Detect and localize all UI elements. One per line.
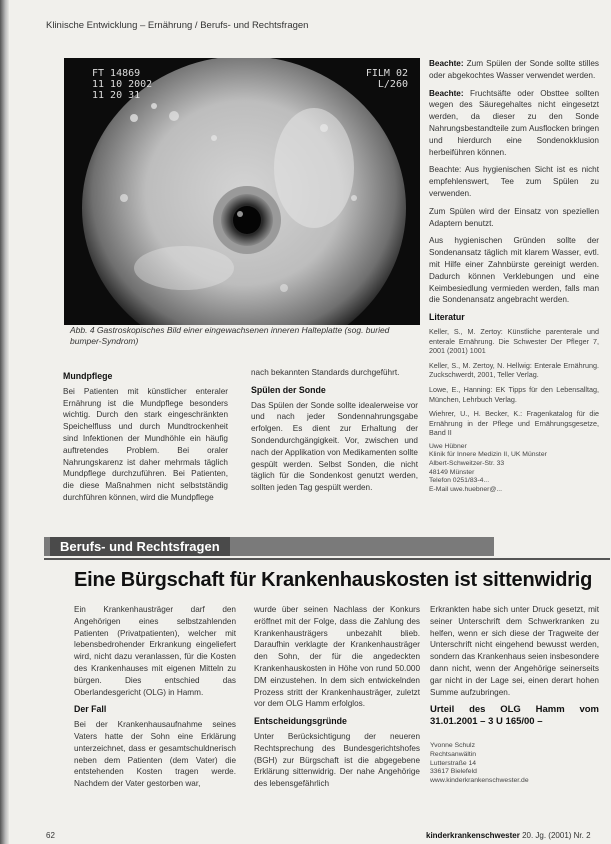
literature-list <box>429 327 599 438</box>
author-line: Yvonne Schulz <box>430 742 475 750</box>
reasons-text: Unter Berücksichtigung der neueren Rechtsprechung des Bundesgerichtshofes (BGH) zur Bürgschaft ist die abgegebene Erklärung sittenwidrig. Der nahe Angehörige des lebensgefährlich <box>254 731 420 789</box>
book-spine-shadow <box>0 0 9 844</box>
note-3: Beachte: Aus hygienischen Sicht ist es nicht empfehlenswert, Tee zum Spülen zu verwenden. <box>429 165 599 198</box>
author-line: Rechtsanwältin <box>430 750 477 758</box>
reasons-continued: Erkrankten habe sich unter Druck gesetzt, mit seiner Unterschrift dem Schwerkranken zu helfen, wenn er sich diese der Tragweite der Unterschrift nicht eingehend bewusst werden, sondern das Krankenhaus seien insbesondere dann nicht, wenn der Angehörige seinerseits gar nicht in der Lage sei, einen derart hohen Summe aufzubringen. <box>430 605 599 697</box>
note-2 <box>429 88 599 159</box>
gastroscopy-image <box>64 58 420 325</box>
author-line: www.kinderkrankenschwester.de <box>430 776 529 784</box>
literature-item: Lowe, E., Hanning: EK Tipps für den Lebensalltag, München, Lehrbuch Verlag. <box>429 384 599 404</box>
author-line: Lutterstraße 14 <box>430 759 477 767</box>
section-rule <box>44 558 610 560</box>
mouth-care-text: Bei Patienten mit künstlicher enteraler Ernährung ist die Mundpflege besonders wichtig. Durch den stark eingeschränkten Speichelfluss und durch Mundtrockenheit sind Infektionen der Mundhöhle ein häufig auftretendes Problem. Bei oraler Nahrungskarenz ist daher mehrmals täglich Mundpflege durchzuführen. Bei Patienten, die diese Maßnahmen nicht selbstständig durchführen können, wird die Mundpflege <box>63 386 228 502</box>
overlay-level: L/260 <box>377 79 408 90</box>
running-header: Klinische Entwicklung – Ernährung / Berufs- und Rechtsfragen <box>46 20 309 31</box>
journal-name: kinderkrankenschwester <box>426 831 520 840</box>
journal-footer <box>426 831 591 840</box>
address-line: Klinik für Innere Medizin II, UK Münster <box>429 451 547 459</box>
heading-literature: Literatur <box>429 312 465 323</box>
image-overlay-left <box>92 68 152 101</box>
article-column-1 <box>74 604 236 796</box>
note-1-text: Zum Spülen der Sonde sollte stilles oder abgekochtes Wasser verwendet werden. <box>429 59 599 80</box>
overlay-film: FILM 02 <box>365 68 408 79</box>
address-line: 48149 Münster <box>429 468 475 476</box>
note-5: Aus hygienischen Gründen sollte der Sondenansatz täglich mit klarem Wasser, evtl. mit Hilfe einer Zahnbürste gereinigt werden. Dadurch können Verklebungen und eine Keimbesiedlung vermieden werden, falls man die Sondenansatz angebracht werden. <box>429 236 599 305</box>
article-lead: Ein Krankenhausträger darf den Angehörigen eines selbstzahlenden Patienten (Privatpatienten), welcher mit lebensbedrohender Erkrankung eingeliefert wird, nicht dazu veranlassen, für die Kosten des Krankenhauses mit eigenen Mitteln zu bürgen. Dies entschied das Oberlandesgericht (OLG) in Hamm. <box>74 605 236 697</box>
author-line: 33617 Bielefeld <box>430 768 477 776</box>
case-text: Bei der Krankenhausaufnahme seines Vaters hatte der Sohn eine Erklärung unterzeichnet, dass er gesamtschuldnerisch neben dem Patienten (dem Vater) die entstehenden Kosten tragen werde. Nachdem der Vater gestorben war, <box>74 720 236 789</box>
literature-item: Keller, S., M. Zertoy: Künstliche parenterale und enterale Ernährung. Die Schwester Der Pfleger 7, 2001 (2001) 1001 <box>429 326 599 356</box>
journal-issue: 20. Jg. (2001) Nr. 2 <box>522 831 591 840</box>
overlay-date: 11 10 2002 <box>92 79 153 90</box>
figure-caption: Abb. 4 Gastroskopisches Bild einer eingewachsenen inneren Halteplatte (sog. buried bumper-Syndrom) <box>70 325 390 346</box>
overlay-id: FT 14869 <box>92 68 141 79</box>
overlay-time: 11 20 31 <box>92 90 141 101</box>
column-mouth-care <box>63 367 228 510</box>
note-1 <box>429 58 599 82</box>
literature-item: Wiehrer, U., H. Becker, K.: Fragenkatalog für die Ernährung in der Pflege und Ernährungsgesetze, Band II <box>429 409 599 438</box>
case-continued: wurde über seinen Nachlass der Konkurs eröffnet mit der Folge, dass die Zahlung des Krankenhausträgers unbezahlt blieb. Daraufhin verklagte der Krankenhausträger den Sohn, der für die angedeckten Krankenhauskosten in Höhe von rund 50.000 DM einzustehen. In dem sich entwickelnden Prozess stritt der Krankenhausträger, zuletzt vor dem OLG Hamm erfolglos. <box>254 605 420 709</box>
article-author <box>430 742 599 785</box>
page-number: 62 <box>46 831 55 840</box>
article-column-3 <box>430 604 599 785</box>
literature-item: Keller, S., M. Zertoy, N. Hellwig: Enterale Ernährung. Zuckschwerdt, 2001, Teller Verlag. <box>429 360 599 380</box>
tube-flushing-text: Das Spülen der Sonde sollte idealerweise vor und nach jeder Sondennahrungsgabe erfolgen. Es dient zur Erhaltung der Sondendurchgängigkeit. Vor, zwischen und nach der Applikation von Medikamenten sollte gespült werden. Selbst Sonden, die nicht täglich für die Sondenkost genutzt werden, sollten jeden Tag gespült werden. <box>251 400 418 493</box>
heading-reasons: Entscheidungsgründe <box>254 716 347 727</box>
address-line: Uwe Hübner <box>429 442 467 450</box>
heading-tube-flushing: Spülen der Sonde <box>251 384 326 395</box>
image-overlay-right <box>366 68 408 90</box>
article-column-2 <box>254 604 420 796</box>
article-title: Eine Bürgschaft für Krankenhauskosten ist sittenwidrig <box>74 569 593 591</box>
address-line: Albert-Schweitzer-Str. 33 <box>429 460 505 468</box>
address-line: Telefon 0251/83-4... <box>429 477 490 485</box>
note-1-label: Beachte: <box>429 59 464 68</box>
mouth-care-continued: nach bekannten Standards durchgeführt. <box>251 368 400 377</box>
heading-case: Der Fall <box>74 704 107 715</box>
section-banner-label: Berufs- und Rechtsfragen <box>50 537 230 556</box>
note-2-label: Beachte: <box>429 88 464 98</box>
address-line: E-Mail uwe.huebner@... <box>429 485 503 493</box>
heading-mouth-care: Mundpflege <box>63 371 113 381</box>
verdict-reference: Urteil des OLG Hamm vom 31.01.2001 – 3 U 165/00 – <box>430 704 599 728</box>
column-tube-flushing <box>251 367 418 500</box>
author-address <box>429 443 599 495</box>
column-notes <box>429 58 599 494</box>
note-4: Zum Spülen wird der Einsatz von speziellen Adaptern benutzt. <box>429 206 599 228</box>
note-2-text: Fruchtsäfte oder Obsttee sollten wegen des Säuregehaltes nicht eingesetzt werden, da dieser zu den Sonde Nahrungsbestandteile zum Ausflocken bringen und hierdurch eine Sondenokklusion herbeiführen können. <box>429 88 599 157</box>
